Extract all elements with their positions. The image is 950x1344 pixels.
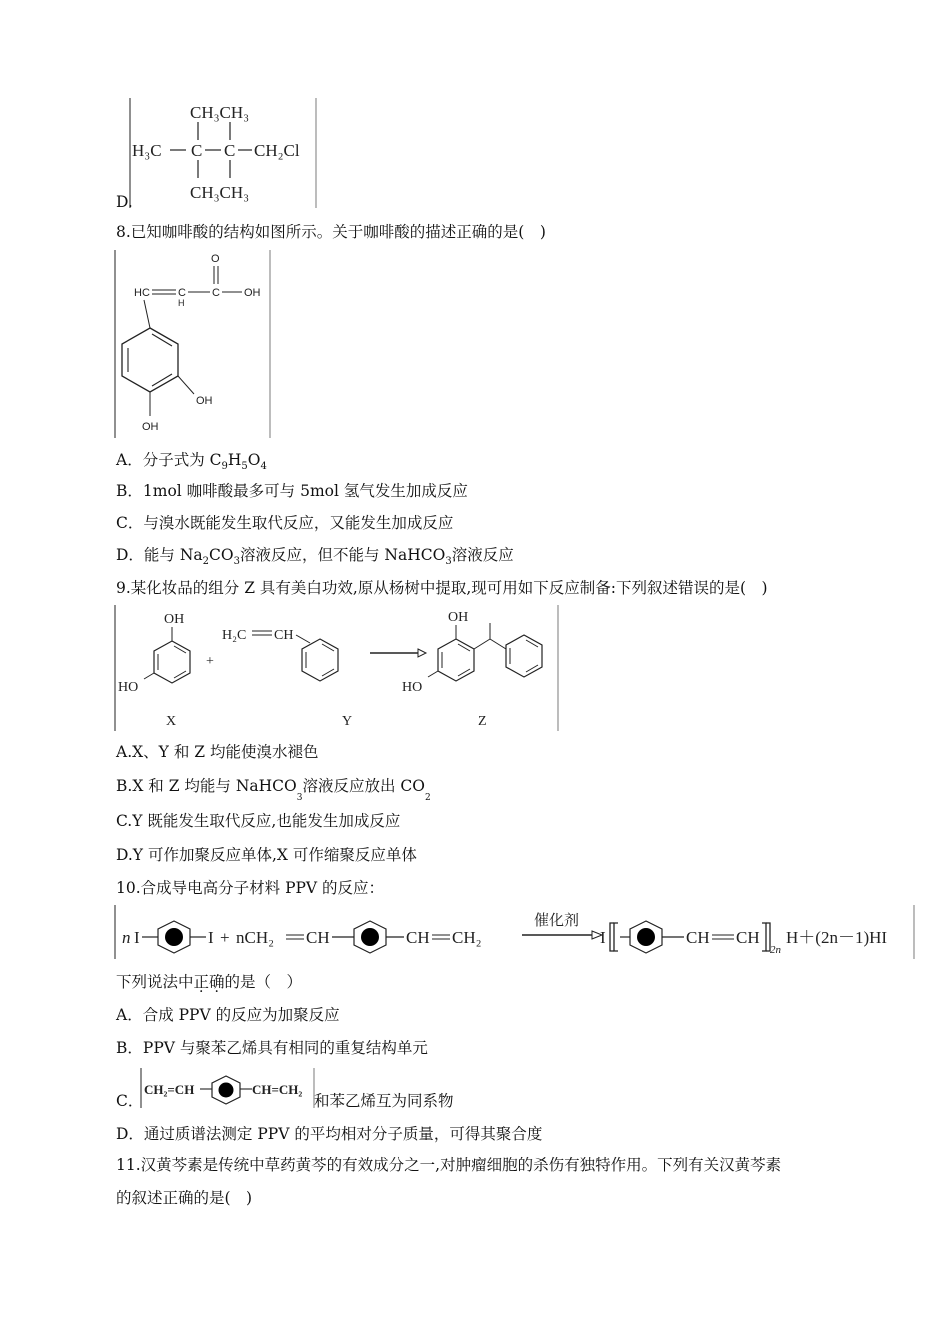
- q10-i-left: I: [134, 928, 140, 947]
- q9-x-ho: HO: [118, 680, 139, 695]
- q9-z-oh: OH: [448, 610, 469, 625]
- q8-caffeic-acid-structure: [114, 250, 272, 438]
- q9-x-oh: OH: [164, 612, 185, 627]
- q10-ch-1: CH: [306, 928, 330, 947]
- q8-c2: C: [212, 287, 220, 299]
- q10-ch2-end: CH₂: [452, 928, 482, 947]
- q7-carbon-1: C: [191, 141, 203, 160]
- q9-optC: C.Y 既能发生取代反应,也能发生加成反应: [116, 812, 401, 830]
- q9-y-h2c: H₂C: [222, 628, 247, 643]
- q8-optA: [116, 450, 267, 477]
- q8-optD-p1: D．能与 Na: [116, 546, 203, 564]
- q10-optC-label: C．: [116, 1092, 144, 1110]
- q9-y-ch: CH: [274, 628, 294, 643]
- q9-optB-p1: B.X 和 Z 均能与 NaHCO: [116, 777, 297, 795]
- q8-optA-h: H: [227, 451, 242, 469]
- q10-optC-structure: [140, 1068, 316, 1108]
- q8-o: O: [211, 253, 220, 265]
- q7-chloromethyl: CH₂Cl: [254, 141, 300, 160]
- q9-label-y: Y: [342, 714, 353, 729]
- q8-optB: B．1mol 咖啡酸最多可与 5mol 氢气发生加成反应: [116, 482, 468, 500]
- q8-h: H: [178, 298, 185, 308]
- q11-line2: 的叙述正确的是( ): [116, 1189, 253, 1207]
- q8-optA-sub-h: 5: [241, 461, 248, 472]
- q8-optD-p2: CO: [209, 546, 234, 564]
- q10-optC-text: 和苯乙烯互为同系物: [314, 1092, 454, 1110]
- q10-stem: 10.合成导电高分子材料 PPV 的反应：: [116, 879, 385, 897]
- q8-stem: 8.已知咖啡酸的结构如图所示。关于咖啡酸的描述正确的是( ): [116, 223, 546, 241]
- q7-optD-structure: [128, 98, 318, 208]
- q8-optD-sub1: 2: [202, 556, 210, 567]
- q10-question-p2: 的是（ ）: [224, 973, 303, 991]
- q8-optA-sub-o: 4: [260, 461, 267, 472]
- q8-optD-sub2: 3: [233, 556, 240, 567]
- q8-hc: HC: [134, 287, 150, 299]
- q7-carbon-2: C: [224, 141, 236, 160]
- q8-optA-o: O: [247, 451, 261, 469]
- q9-optA: A.X、Y 和 Z 均能使溴水褪色: [116, 743, 319, 761]
- q8-optA-sub-c: 9: [221, 461, 228, 472]
- q9-optB-sub2: 2: [424, 793, 431, 803]
- q10-catalyst: 催化剂: [534, 913, 580, 929]
- q8-optC: C．与溴水既能发生取代反应，又能发生加成反应: [116, 514, 454, 532]
- q10-nch2: nCH₂: [236, 928, 275, 947]
- q7-bottom-methyls: CH₃CH₃: [190, 183, 250, 202]
- q9-optB-sub1: 3: [296, 793, 303, 803]
- q10-optD: D．通过质谱法测定 PPV 的平均相对分子质量，可得其聚合度: [116, 1125, 543, 1143]
- q10-optC-left: CH₂=CH: [144, 1082, 195, 1097]
- q9-optD: D.Y 可作加聚反应单体,X 可作缩聚反应单体: [116, 846, 417, 864]
- q9-stem: 9.某化妆品的组分 Z 具有美白功效,原从杨树中提取,现可用如下反应制备:下列叙述错误的是( ): [116, 579, 768, 597]
- q8-cooh-oh: OH: [244, 287, 261, 299]
- q10-unit-ch-2: CH: [736, 928, 760, 947]
- q9-optB: [116, 776, 431, 808]
- q7-left-methyl: H₃C: [132, 141, 162, 160]
- q10-optB: B．PPV 与聚苯乙烯具有相同的重复结构单元: [116, 1039, 428, 1057]
- q10-i-right: I: [208, 928, 214, 947]
- q9-reaction-scheme: [114, 605, 560, 731]
- q7-top-methyls: CH₃CH₃: [190, 103, 250, 122]
- q10-product-i: I: [600, 928, 606, 947]
- q10-unit-ch-1: CH: [686, 928, 710, 947]
- q8-optD-p4: 溶液反应: [451, 546, 514, 564]
- q10-question-emph1: 正: [193, 973, 210, 991]
- q8-optD: [116, 545, 514, 572]
- q8-optA-prefix: A．分子式为 C: [116, 451, 222, 469]
- q9-plus: +: [206, 654, 214, 669]
- q10-optC-right: CH=CH₂: [252, 1082, 303, 1097]
- q8-c1: C: [178, 287, 186, 299]
- q8-ring-oh-2: OH: [142, 421, 159, 433]
- q10-question-p1: 下列说法中: [116, 973, 194, 991]
- q9-optB-p2: 溶液反应放出 CO: [302, 777, 425, 795]
- q10-question: [116, 972, 302, 992]
- q10-n: n: [122, 928, 131, 947]
- q9-z-ho: HO: [402, 680, 423, 695]
- q10-ch-2: CH: [406, 928, 430, 947]
- q8-ring-oh-1: OH: [196, 395, 213, 407]
- q8-optD-sub3: 3: [445, 556, 452, 567]
- q10-question-emph2: 确: [209, 973, 225, 991]
- q9-label-z: Z: [478, 714, 487, 729]
- q9-label-x: X: [166, 714, 177, 729]
- q10-ppv-equation: [114, 903, 916, 961]
- q7-optD-label: D.: [116, 193, 133, 211]
- q10-byproduct: H＋(2n－1)HI: [786, 928, 888, 947]
- q10-optA: A．合成 PPV 的反应为加聚反应: [116, 1006, 340, 1024]
- q8-optD-p3: 溶液反应，但不能与 NaHCO: [240, 546, 446, 564]
- q10-plus: +: [220, 928, 230, 947]
- q10-sub-2n: 2n: [770, 944, 781, 956]
- q11-line1: 11.汉黄芩素是传统中草药黄芩的有效成分之一,对肿瘤细胞的杀伤有独特作用。下列有关汉黄芩素: [116, 1156, 782, 1174]
